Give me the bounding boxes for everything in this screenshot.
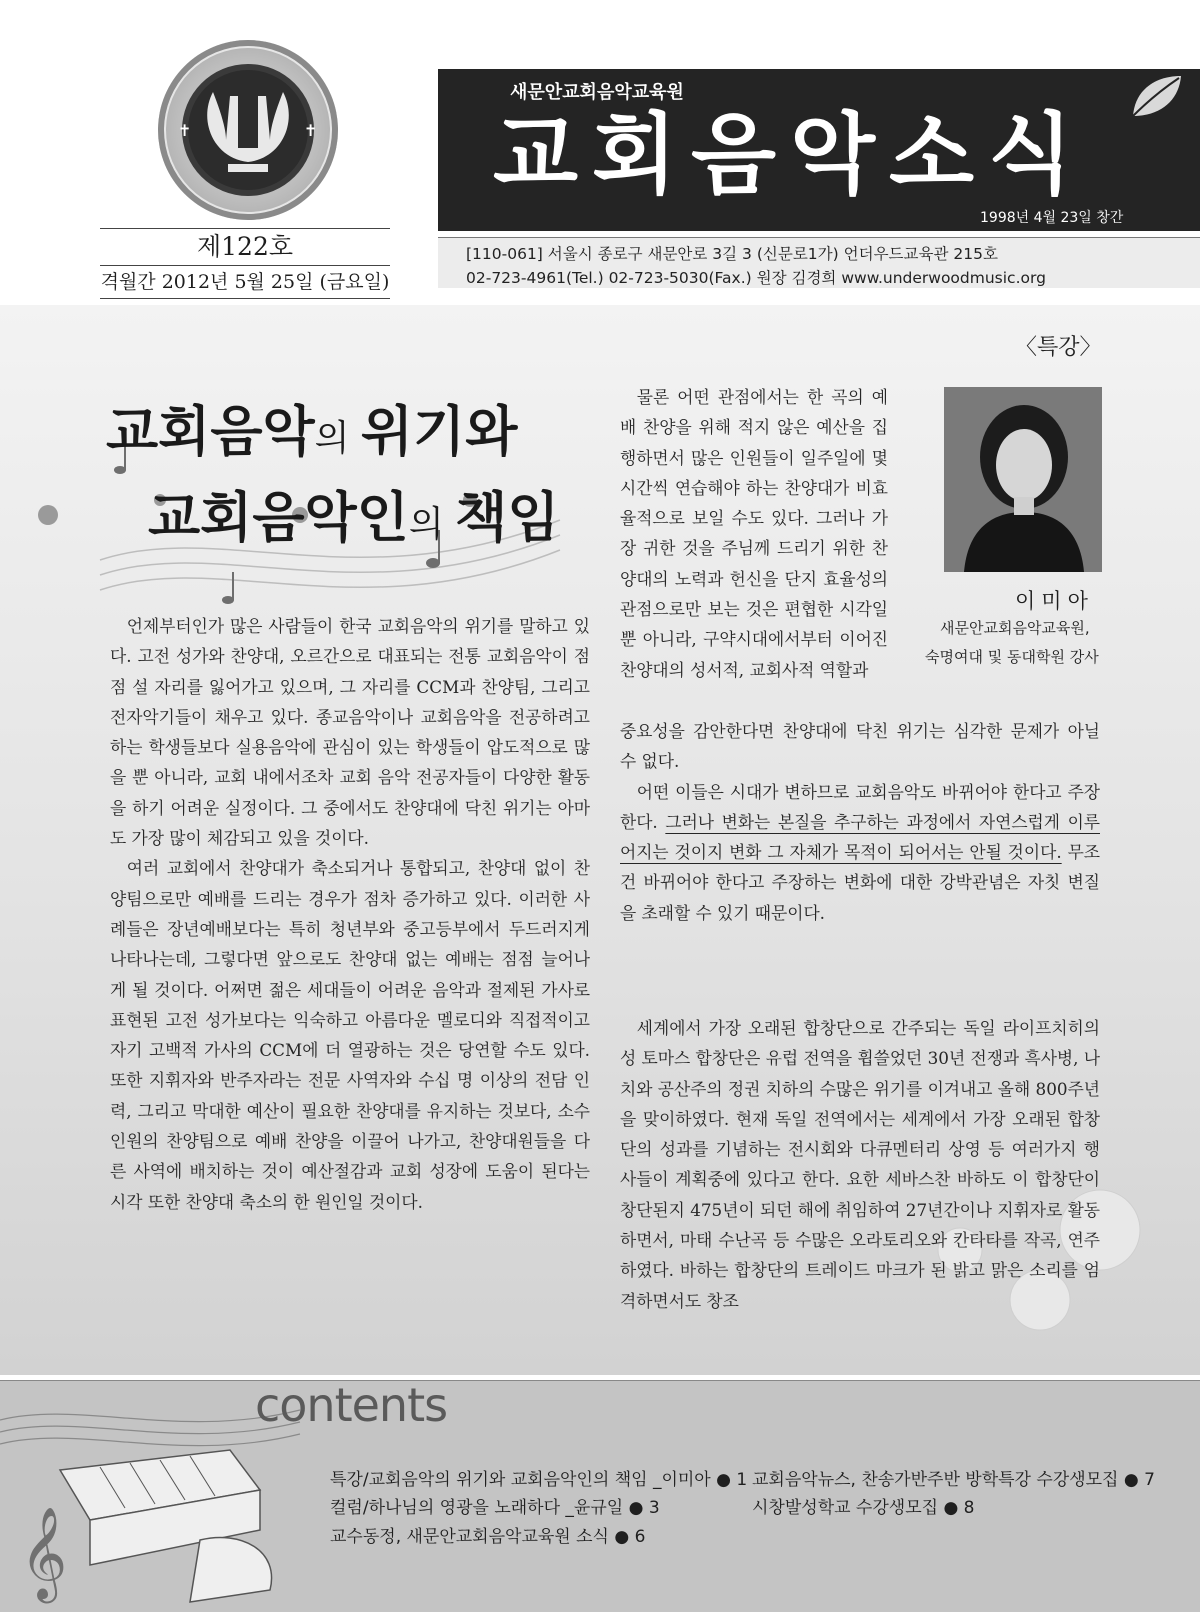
underlined-quote: 그러나 변화는 본질을 추구하는 과정에서 자연스럽게 이루어지는 것이지 변화 그 자체가 목적이 되어서는 안될 것이다.	[620, 811, 1100, 863]
newsletter-title: 교회음악소식	[493, 103, 1088, 206]
text-run: 무조건 바뀌어야 한다고 주장하는 변화에 대한 강박관념은 자칫 변질을 초래할 수 있기 때문이다.	[620, 842, 1100, 923]
headline-particle: 의	[408, 504, 456, 545]
article-right-column	[620, 716, 1100, 928]
address-line: [110-061] 서울시 종로구 새문안로 3길 3 (신문로1가) 언더우드교육관 215호	[466, 245, 998, 263]
organization-name: 새문안교회음악교육원	[510, 82, 684, 103]
text-run: 어떤 이들은 시대가 변하므로 교회음악도 바뀌어야 한다고 주장한다.	[620, 781, 1100, 832]
issue-date: 격월간 2012년 5월 25일 (금요일)	[100, 266, 390, 299]
article-headline	[106, 392, 559, 564]
toc-item[interactable]: 시창발성학교 수강생모집 ● 8	[752, 1498, 975, 1518]
founded-date: 1998년 4월 23일 창간	[980, 210, 1124, 226]
headline-word: 책임	[455, 485, 560, 549]
headline-word: 교회음악	[106, 399, 315, 463]
toc-item[interactable]: 특강/교회음악의 위기와 교회음악인의 책임 _이미아 ● 1	[330, 1470, 748, 1490]
svg-text:𝄞: 𝄞	[20, 1506, 68, 1599]
svg-text:✝: ✝	[304, 121, 318, 140]
paragraph: 물론 어떤 관점에서는 한 곡의 예배 찬양을 위해 적지 않은 예산을 집행하면서 많은 인원들이 일주일에 몇 시간씩 연습해야 하는 찬양대가 비효율적으로 보일 수도 있다. 그러나 가장 귀한 것을 주님께 드리기 위한 찬양대의 노력과 헌신을 단지 효율성의 관점으로만 보는 것은 편협한 시각일 뿐 아니라, 구약시대에서부터 이어진 찬양대의 성서적, 교회사적 역할과	[620, 387, 888, 680]
paragraph: 세계에서 가장 오래된 합창단으로 간주되는 독일 라이프치히의 성 토마스 합창단은 유럽 전역을 휩쓸었던 30년 전쟁과 흑사병, 나치와 공산주의 정권 치하의 수많은 위기를 이겨내고 올해 800주년을 맞이하였다. 현재 독일 전역에서는 세계에서 가장 오래된 합창단의 성과를 기념하는 전시회와 다큐멘터리 상영 등 여러가지 행사들이 계획중에 있다고 한다. 요한 세바스찬 바하도 이 합창단이 창단된지 475년이 되던 해에 취임하여 27년간이나 지휘자로 활동하면서, 마태 수난곡 등 수많은 오라토리오와 칸타타를 작곡, 연주하였다. 바하는 합창단의 트레이드 마크가 된 밝고 맑은 소리를 엄격하면서도 창조	[620, 1018, 1100, 1311]
paragraph: 언제부터인가 많은 사람들이 한국 교회음악의 위기를 말하고 있다. 고전 성가와 찬양대, 오르간으로 대표되는 전통 교회음악이 점점 설 자리를 잃어가고 있으며, 그 자리를 CCM과 찬양팀, 그리고 전자악기들이 채우고 있다. 종교음악이나 교회음악을 전공하려고 하는 학생들보다 실용음악에 관심이 있는 학생들이 압도적으로 많을 뿐 아니라, 교회 내에서조차 교회 음악 전공자들이 다양한 활동을 하기 어려운 실정이다. 그 중에서도 찬양대에 닥친 위기는 아마도 가장 많이 체감되고 있을 것이다.	[110, 616, 590, 849]
author-affiliation: 숙명여대 및 동대학원 강사	[925, 648, 1099, 666]
paragraph: 여러 교회에서 찬양대가 축소되거나 통합되고, 찬양대 없이 찬양팀으로만 예배를 드리는 경우가 점차 증가하고 있다. 이러한 사례들은 장년예배보다는 특히 청년부와 중고등부에서 두드러지게 나타나는데, 그렇다면 앞으로도 찬양대 없는 예배는 점점 늘어나게 될 것이다. 어쩌면 젊은 세대들이 어려운 음악과 절제된 가사로 표현된 고전 성가보다는 익숙하고 아름다운 멜로디와 직접적이고 자기 고백적 가사의 CCM에 더 열광하는 것은 당연할 수도 있다. 또한 지휘자와 반주자라는 전문 사역자와 수십 명 이상의 전담 인력, 그리고 막대한 예산이 필요한 찬양대를 유지하는 것보다, 소수 인원의 찬양팀으로 예배 찬양을 이끌어 나가고, 찬양대원들을 다른 사역에 배치하는 것이 예산절감과 교회 성장에 도움이 된다는 시각 또한 찬양대 축소의 한 원인일 것이다.	[110, 858, 590, 1212]
headline-particle: 의	[314, 418, 361, 459]
contents-heading: contents	[255, 1378, 448, 1432]
article-right-column-bottom	[620, 1013, 1100, 1316]
paragraph: 중요성을 감안한다면 찬양대에 닥친 위기는 심각한 문제가 아닐 수 없다.	[620, 721, 1100, 772]
section-label: 〈특강〉	[1015, 335, 1102, 360]
toc-item[interactable]: 교수동정, 새문안교회음악교육원 소식 ● 6	[330, 1527, 646, 1547]
paragraph	[620, 777, 1100, 928]
issue-number: 제122호	[100, 228, 390, 266]
contact-line: 02-723-4961(Tel.) 02-723-5030(Fax.) 원장 김경희 www.underwoodmusic.org	[466, 269, 1046, 287]
article-right-column-top	[620, 382, 888, 685]
author-affiliation: 새문안교회음악교육원,	[940, 619, 1090, 637]
author-name: 이미아	[1015, 589, 1094, 613]
article-left-column	[110, 611, 590, 1217]
toc-item[interactable]: 컬럼/하나님의 영광을 노래하다 _윤규일 ● 3	[330, 1498, 660, 1518]
headline-word: 교회음악인	[148, 485, 409, 549]
headline-word: 위기와	[360, 399, 518, 463]
author-photo	[944, 387, 1102, 572]
toc-item[interactable]: 교회음악뉴스, 찬송가반주반 방학특강 수강생모집 ● 7	[752, 1470, 1155, 1490]
author-portrait-icon	[944, 387, 1102, 572]
svg-text:✝: ✝	[178, 121, 192, 140]
